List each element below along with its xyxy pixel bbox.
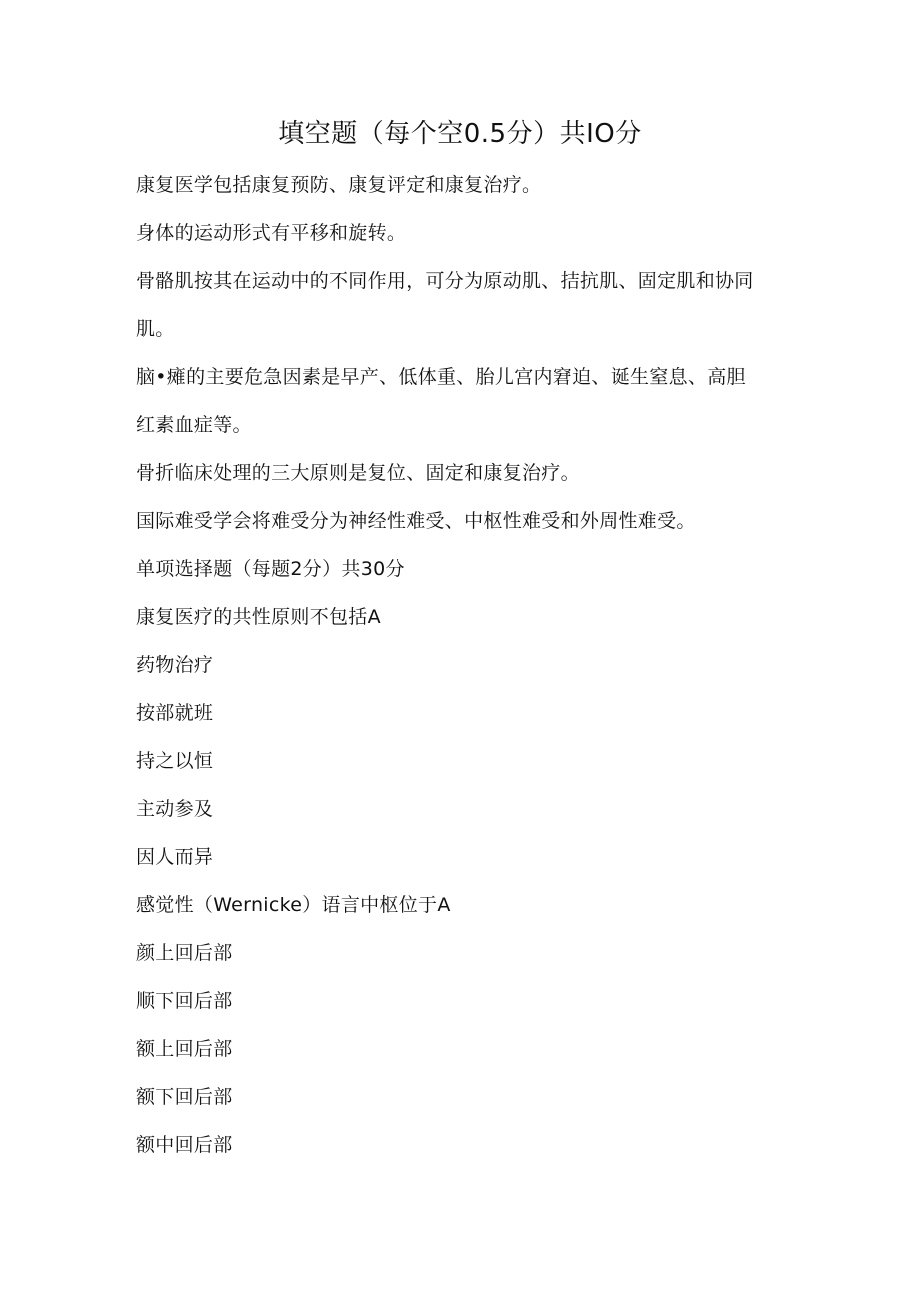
section-heading: 单项选择题（每题2分）共30分 (136, 558, 405, 580)
text-line-5: 脑•瘫的主要危急因素是早产、低体重、胎儿宫内窘迫、诞生窒息、高胆 (136, 366, 746, 388)
text-line-2: 身体的运动形式有平移和旋转。 (136, 222, 407, 244)
text-line-6: 红素血症等。 (136, 414, 252, 436)
option-1-d: 主动参及 (136, 798, 214, 820)
document-body (136, 161, 796, 1169)
option-2-b: 顺下回后部 (136, 990, 233, 1012)
question-2: 感觉性（Wernicke）语言中枢位于A (136, 894, 451, 916)
option-1-e: 因人而异 (136, 846, 214, 868)
option-1-b: 按部就班 (136, 702, 214, 724)
question-1: 康复医疗的共性原则不包括A (136, 606, 381, 628)
text-line-3: 骨骼肌按其在运动中的不同作用，可分为原动肌、拮抗肌、固定肌和协同 (136, 270, 754, 292)
option-2-c: 额上回后部 (136, 1038, 233, 1060)
option-2-e: 额中回后部 (136, 1134, 233, 1156)
option-2-d: 额下回后部 (136, 1086, 233, 1108)
option-1-c: 持之以恒 (136, 750, 214, 772)
text-line-1: 康复医学包括康复预防、康复评定和康复治疗。 (136, 174, 542, 196)
text-line-8: 国际难受学会将难受分为神经性难受、中枢性难受和外周性难受。 (136, 510, 696, 532)
text-line-7: 骨折临床处理的三大原则是复位、固定和康复治疗。 (136, 462, 580, 484)
text-line-4: 肌。 (136, 318, 175, 340)
page-title: 填空题（每个空0.5分）共IO分 (278, 119, 642, 149)
option-2-a: 颜上回后部 (136, 942, 233, 964)
option-1-a: 药物治疗 (136, 654, 214, 676)
